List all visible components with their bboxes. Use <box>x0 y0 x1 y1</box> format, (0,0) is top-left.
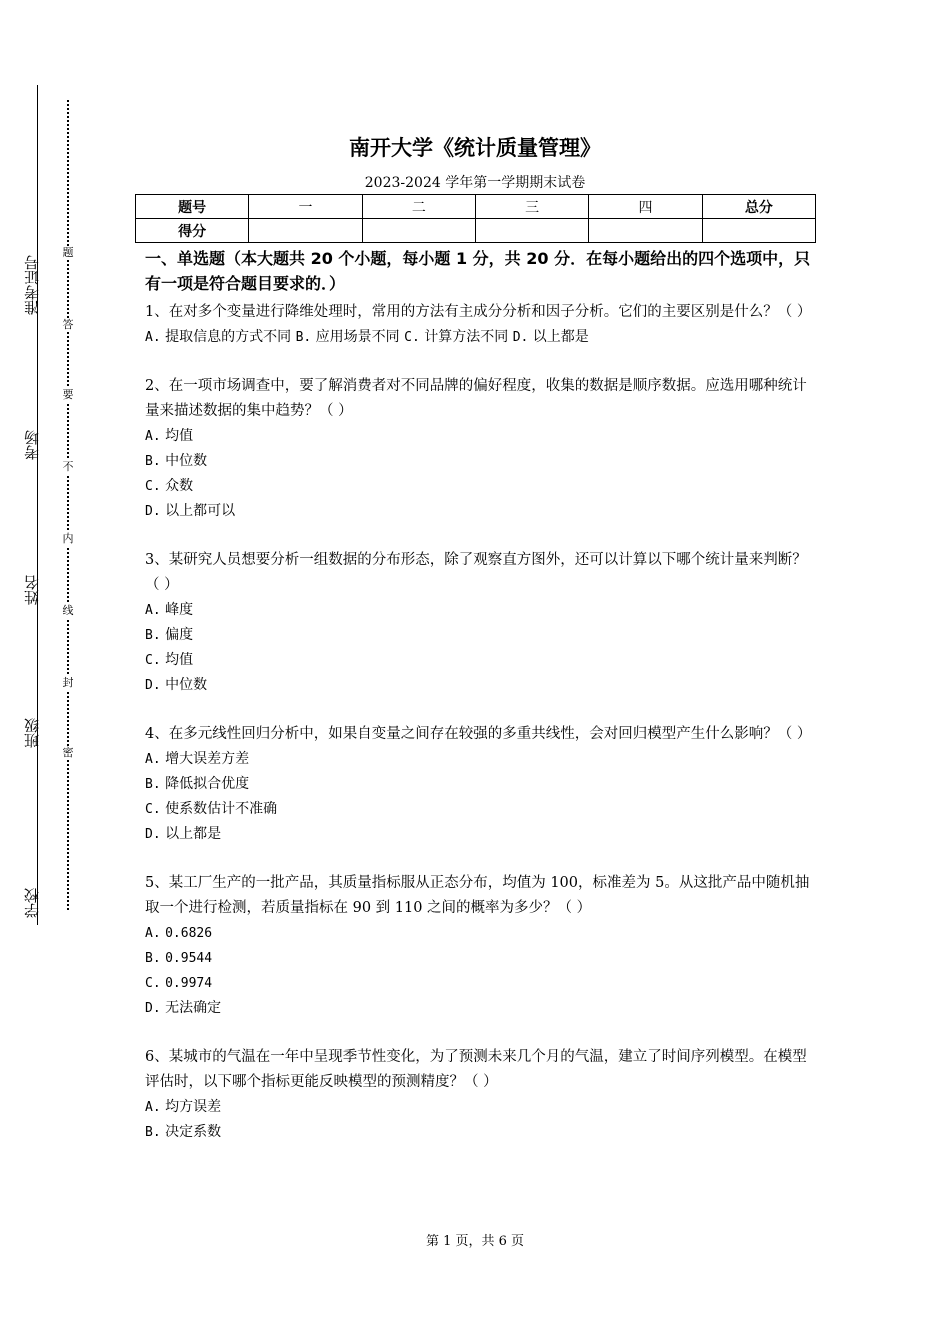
option: B. 决定系数 <box>145 1124 222 1140</box>
question-text: 1、在对多个变量进行降维处理时，常用的方法有主成分分析和因子分析。它们的主要区别是什么？（ ） <box>145 304 812 320</box>
option: C. 众数 <box>145 478 194 494</box>
seal-char: 题 <box>62 246 74 259</box>
option-list <box>145 325 815 350</box>
option: B. 0.9544 <box>145 951 213 966</box>
option: B. 偏度 <box>145 627 194 643</box>
label-school: 学校 <box>23 888 41 918</box>
option: A. 提取信息的方式不同 <box>145 329 292 345</box>
label-class: 班级 <box>23 718 41 748</box>
question <box>145 871 815 1021</box>
seal-char: 封 <box>62 676 74 689</box>
option: C. 均值 <box>145 652 194 668</box>
question <box>145 300 815 350</box>
binding-line <box>37 85 38 925</box>
score-table-header-row <box>136 195 816 219</box>
option: A. 增大误差方差 <box>145 751 250 767</box>
seal-char: 密 <box>62 746 74 759</box>
option: D. 以上都是 <box>512 329 589 345</box>
seal-char: 要 <box>62 388 74 401</box>
question <box>145 374 815 524</box>
label-exam-room: 考场 <box>23 430 41 460</box>
option: A. 均值 <box>145 428 194 444</box>
score-header-cell: 一 <box>249 195 362 219</box>
score-cell <box>702 219 815 243</box>
option: A. 峰度 <box>145 602 194 618</box>
question-text: 5、某工厂生产的一批产品，其质量指标服从正态分布，均值为 100，标准差为 5。从这批产品中随机抽取一个进行检测，若质量指标在 90 到 110 之间的概率为多少？（ ） <box>145 875 810 916</box>
option: C. 计算方法不同 <box>404 329 509 345</box>
question-text: 6、某城市的气温在一年中呈现季节性变化，为了预测未来几个月的气温，建立了时间序列模型。在模型评估时，以下哪个指标更能反映模型的预测精度？（ ） <box>145 1049 807 1090</box>
question <box>145 722 815 847</box>
option: C. 0.9974 <box>145 976 213 991</box>
label-exam-number: 准考证号 <box>23 255 41 315</box>
score-table <box>135 194 816 243</box>
seal-char: 线 <box>62 604 74 617</box>
score-table-score-row <box>136 219 816 243</box>
score-header-cell: 题号 <box>136 195 249 219</box>
score-row-label: 得分 <box>136 219 249 243</box>
score-header-cell: 四 <box>589 195 702 219</box>
score-cell <box>249 219 362 243</box>
exam-title: 南开大学《统计质量管理》 <box>349 136 601 160</box>
score-cell <box>475 219 588 243</box>
option: B. 降低拟合优度 <box>145 776 250 792</box>
option: D. 以上都可以 <box>145 503 236 519</box>
question-text: 4、在多元线性回归分析中，如果自变量之间存在较强的多重共线性，会对回归模型产生什么影响？（ ） <box>145 726 812 742</box>
score-cell <box>362 219 475 243</box>
score-cell <box>589 219 702 243</box>
question <box>145 1045 815 1145</box>
score-header-cell: 二 <box>362 195 475 219</box>
score-header-cell: 三 <box>475 195 588 219</box>
exam-subtitle: 2023-2024 学年第一学期期末试卷 <box>364 175 586 191</box>
seal-char: 内 <box>62 532 74 545</box>
option: A. 均方误差 <box>145 1099 222 1115</box>
section-title: 一、单选题（本大题共 20 个小题，每小题 1 分，共 20 分．在每小题给出的四个选项中，只有一项是符合题目要求的．） <box>145 249 811 293</box>
option: A. 0.6826 <box>145 926 213 941</box>
question <box>145 548 815 698</box>
option: B. 中位数 <box>145 453 208 469</box>
option: B. 应用场景不同 <box>295 329 400 345</box>
option: D. 无法确定 <box>145 1000 222 1016</box>
seal-char: 不 <box>62 460 74 473</box>
option: C. 使系数估计不准确 <box>145 801 278 817</box>
page-footer: 第 1 页，共 6 页 <box>425 1234 525 1249</box>
question-list <box>145 246 815 1169</box>
option: D. 以上都是 <box>145 826 222 842</box>
seal-char: 答 <box>62 318 74 331</box>
seal-dotted-line <box>67 100 69 910</box>
label-name: 姓名 <box>23 575 41 605</box>
question-text: 3、某研究人员想要分析一组数据的分布形态，除了观察直方图外，还可以计算以下哪个统计量来判断？（ ） <box>145 552 807 593</box>
option: D. 中位数 <box>145 677 208 693</box>
score-header-cell: 总分 <box>702 195 815 219</box>
question-text: 2、在一项市场调查中，要了解消费者对不同品牌的偏好程度，收集的数据是顺序数据。应选用哪种统计量来描述数据的集中趋势？（ ） <box>145 378 807 419</box>
